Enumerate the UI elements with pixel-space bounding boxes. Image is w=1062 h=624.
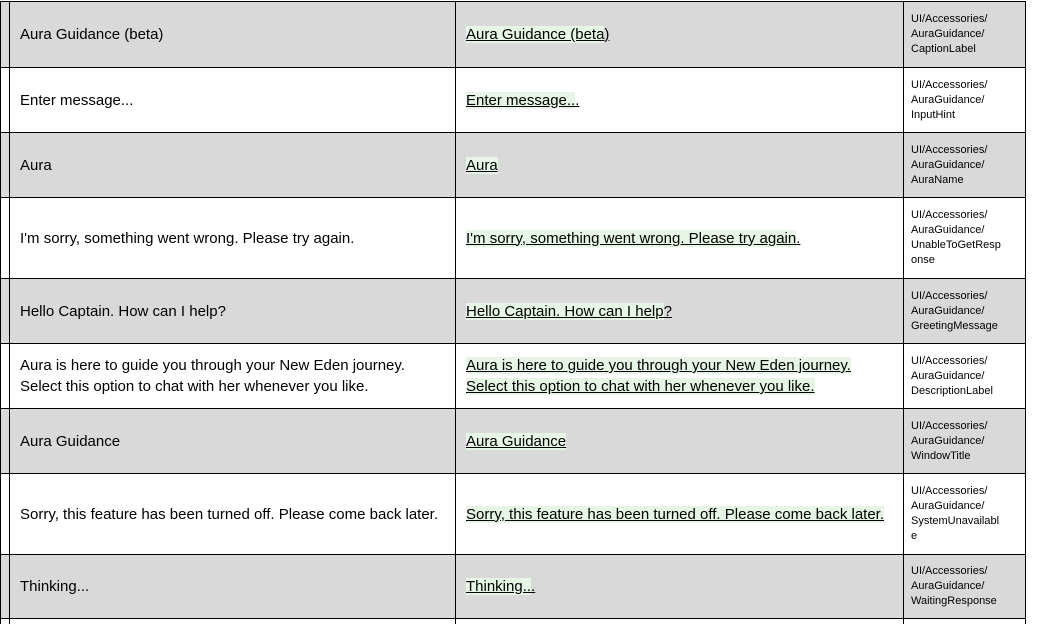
localization-strings-table — [0, 1, 1026, 624]
key-cell — [904, 344, 1026, 409]
target-text-highlighted: Aura — [466, 156, 498, 174]
target-cell — [456, 555, 904, 619]
source-cell — [10, 409, 456, 474]
target-link[interactable] — [466, 357, 851, 395]
target-text-tail: . — [796, 229, 801, 247]
source-text: Hello Captain. How can I help? — [20, 302, 226, 320]
key-cell — [904, 409, 1026, 474]
key-text: UI/​Accessories/​AuraGuidance/​DescriptionLabel — [911, 354, 993, 397]
source-cell — [10, 619, 456, 624]
source-text: Thinking... — [20, 578, 90, 595]
target-link[interactable] — [466, 157, 498, 174]
table-row — [1, 198, 1026, 279]
row-edge-cell — [1, 133, 10, 198]
target-cell — [456, 2, 904, 68]
target-cell — [456, 133, 904, 198]
source-text: Aura — [20, 156, 52, 174]
target-text-highlighted: Aura is here to guide you through your New Eden journey. Select this option to chat with her whenever you like. — [466, 357, 851, 395]
key-text: UI/​Accessories/​AuraGuidance/​WindowTitle — [911, 419, 988, 462]
key-cell — [904, 68, 1026, 133]
target-link[interactable] — [466, 506, 884, 523]
key-text: UI/​Accessories/​AuraGuidance/​SystemUnavailable — [911, 485, 1000, 542]
row-edge-cell — [1, 198, 10, 279]
target-link[interactable] — [466, 578, 535, 595]
target-text-tail: . — [575, 91, 580, 109]
key-cell — [904, 619, 1026, 624]
source-cell — [10, 68, 456, 133]
key-cell — [904, 2, 1026, 68]
target-text-highlighted: Thinking.. — [466, 578, 532, 595]
key-cell — [904, 555, 1026, 619]
target-cell — [456, 68, 904, 133]
source-text: I'm sorry, something went wrong. Please try again. — [20, 229, 355, 247]
key-cell — [904, 133, 1026, 198]
target-text-tail: ? — [663, 302, 672, 320]
table-row — [1, 409, 1026, 474]
target-link[interactable] — [466, 92, 579, 109]
source-cell — [10, 2, 456, 68]
row-edge-cell — [1, 619, 10, 624]
source-cell — [10, 344, 456, 409]
target-link[interactable] — [466, 433, 566, 450]
table-row-partial — [1, 619, 1026, 624]
row-edge-cell — [1, 68, 10, 133]
row-edge-cell — [1, 344, 10, 409]
target-text-highlighted: Sorry, this feature has been turned off. Please come back later. — [466, 505, 885, 523]
key-cell — [904, 474, 1026, 555]
target-cell — [456, 474, 904, 555]
target-text-highlighted: Aura Guidance — [466, 432, 567, 450]
row-edge-cell — [1, 474, 10, 555]
target-text-tail: . — [531, 578, 536, 595]
key-text: UI/​Accessories/​AuraGuidance/​AuraName — [911, 143, 988, 186]
key-cell — [904, 279, 1026, 344]
table-row — [1, 279, 1026, 344]
key-cell — [904, 198, 1026, 279]
source-text: Sorry, this feature has been turned off. Please come back later. — [20, 505, 439, 523]
target-text-highlighted: Aura Guidance (beta — [466, 26, 605, 43]
key-text: UI/​Accessories/​AuraGuidance/​InputHint — [911, 78, 988, 121]
source-cell — [10, 474, 456, 555]
target-cell — [456, 344, 904, 409]
target-text-tail: ) — [604, 26, 610, 43]
row-edge-cell — [1, 555, 10, 619]
source-text: Aura Guidance (beta) — [20, 26, 164, 43]
key-text: UI/​Accessories/​AuraGuidance/​GreetingMessage — [911, 289, 998, 332]
target-cell — [456, 198, 904, 279]
table-row — [1, 68, 1026, 133]
target-link[interactable] — [466, 26, 609, 43]
table-row — [1, 474, 1026, 555]
source-text: Enter message... — [20, 91, 134, 109]
target-text-highlighted: Enter message.. — [466, 91, 576, 109]
row-edge-cell — [1, 409, 10, 474]
key-text: UI/​Accessories/​AuraGuidance/​WaitingResponse — [911, 565, 997, 607]
target-cell — [456, 279, 904, 344]
table-row — [1, 133, 1026, 198]
row-edge-cell — [1, 279, 10, 344]
table-row — [1, 344, 1026, 409]
source-text: Aura is here to guide you through your New Eden journey. Select this option to chat with her whenever you like. — [20, 357, 405, 395]
target-cell — [456, 409, 904, 474]
target-text-highlighted: I'm sorry, something went wrong. Please try again — [466, 229, 797, 247]
source-text: Aura Guidance — [20, 432, 121, 450]
source-cell — [10, 133, 456, 198]
source-cell — [10, 555, 456, 619]
table-row — [1, 555, 1026, 619]
table-row — [1, 2, 1026, 68]
target-link[interactable] — [466, 303, 672, 320]
row-edge-cell — [1, 2, 10, 68]
source-cell — [10, 198, 456, 279]
target-cell — [456, 619, 904, 624]
target-link[interactable] — [466, 230, 800, 247]
target-text-highlighted: Hello Captain. How can I help — [466, 302, 664, 320]
key-text: UI/​Accessories/​AuraGuidance/​CaptionLabel — [911, 13, 988, 55]
key-text: UI/​Accessories/​AuraGuidance/​UnableToGetResponse — [911, 209, 1001, 266]
source-cell — [10, 279, 456, 344]
